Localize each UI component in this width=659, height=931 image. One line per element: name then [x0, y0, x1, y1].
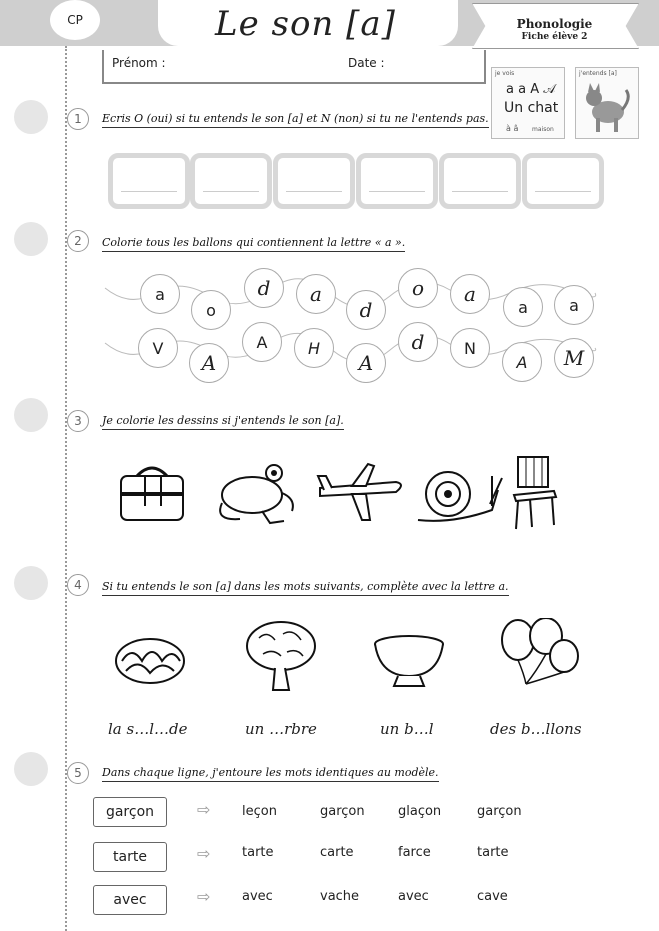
- pen-icon: [14, 752, 48, 786]
- balloon[interactable]: A: [346, 343, 386, 383]
- fill-word[interactable]: des b…llons: [490, 720, 582, 738]
- lettuce-icon: [112, 635, 188, 687]
- pencil-icon: [14, 222, 48, 256]
- house-label: maison: [532, 126, 554, 133]
- word-option[interactable]: tarte: [477, 845, 509, 860]
- accent-letters: à â: [506, 124, 519, 133]
- frog-icon[interactable]: [212, 455, 302, 527]
- arrow-right-icon: ⇨: [197, 844, 211, 863]
- chair-icon[interactable]: [510, 455, 562, 531]
- word-option[interactable]: farce: [398, 845, 431, 860]
- balloon[interactable]: a: [503, 287, 543, 327]
- pencil-icon: [14, 566, 48, 600]
- balloon[interactable]: o: [191, 290, 231, 330]
- word-option[interactable]: leçon: [242, 804, 277, 819]
- arrow-right-icon: ⇨: [197, 800, 211, 819]
- tree-icon: [243, 620, 319, 696]
- model-word: tarte: [93, 842, 167, 872]
- page-title: Le son [a]: [215, 4, 396, 44]
- snail-icon[interactable]: [412, 462, 504, 528]
- word-option[interactable]: vache: [320, 889, 360, 904]
- word-option[interactable]: garçon: [320, 804, 365, 819]
- first-name-label: Prénom :: [112, 56, 166, 70]
- balloon[interactable]: a: [450, 274, 490, 314]
- word-option[interactable]: carte: [320, 845, 354, 860]
- exercise-number: 4: [67, 574, 89, 596]
- fill-word[interactable]: un b…l: [380, 720, 434, 738]
- exercise-number: 2: [67, 230, 89, 252]
- model-word: garçon: [93, 797, 167, 827]
- exercise-instruction: Si tu entends le son [a] dans les mots suivants, complète avec la lettre a.: [102, 580, 509, 596]
- balloon[interactable]: V: [138, 328, 178, 368]
- example-word: Un chat: [504, 100, 559, 116]
- balloon[interactable]: M: [554, 338, 594, 378]
- exercise-number: 3: [67, 410, 89, 432]
- answer-box[interactable]: [108, 153, 190, 209]
- balloon[interactable]: d: [346, 290, 386, 330]
- word-option[interactable]: glaçon: [398, 804, 442, 819]
- airplane-icon[interactable]: [316, 462, 406, 524]
- hear-label: j'entends [a]: [579, 70, 617, 77]
- date-label: Date :: [348, 56, 385, 70]
- exercise-instruction: Dans chaque ligne, j'entoure les mots identiques au modèle.: [102, 766, 439, 782]
- word-option[interactable]: tarte: [242, 845, 274, 860]
- balloon[interactable]: N: [450, 328, 490, 368]
- balloon[interactable]: a: [296, 274, 336, 314]
- balloon[interactable]: A: [242, 322, 282, 362]
- sheet-label: Fiche élève 2: [521, 32, 588, 42]
- pencil-icon: [14, 100, 48, 134]
- exercise-instruction: Je colorie les dessins si j'entends le son [a].: [102, 414, 344, 430]
- bowl-icon: [370, 632, 448, 690]
- balloon[interactable]: d: [244, 268, 284, 308]
- subject-title: Phonologie: [516, 17, 593, 31]
- cat-icon: [582, 80, 632, 134]
- satchel-icon[interactable]: [115, 458, 187, 524]
- exercise-instruction: Colorie tous les ballons qui contiennent la lettre « a ».: [102, 236, 405, 252]
- answer-box[interactable]: [356, 153, 438, 209]
- pencil-icon: [14, 398, 48, 432]
- model-word: avec: [93, 885, 167, 915]
- word-option[interactable]: avec: [398, 889, 429, 904]
- answer-box[interactable]: [439, 153, 521, 209]
- letter-forms: a a A 𝒜: [506, 82, 556, 97]
- balloon[interactable]: o: [398, 268, 438, 308]
- arrow-right-icon: ⇨: [197, 887, 211, 906]
- word-option[interactable]: garçon: [477, 804, 522, 819]
- see-label: je vois: [495, 70, 515, 77]
- balloon[interactable]: H: [294, 328, 334, 368]
- balloon[interactable]: a: [140, 274, 180, 314]
- answer-box[interactable]: [190, 153, 272, 209]
- level-badge: CP: [50, 0, 100, 40]
- balloon[interactable]: A: [502, 342, 542, 382]
- exercise-number: 5: [67, 762, 89, 784]
- answer-box[interactable]: [522, 153, 604, 209]
- margin-line: [65, 46, 67, 931]
- balloon[interactable]: d: [398, 322, 438, 362]
- reference-card-cat: [575, 67, 639, 139]
- exercise-number: 1: [67, 108, 89, 130]
- fill-word[interactable]: la s…l…de: [108, 720, 188, 738]
- word-option[interactable]: cave: [477, 889, 508, 904]
- reference-card-letters: [491, 67, 565, 139]
- balloons-icon: [496, 618, 582, 690]
- balloon[interactable]: A: [189, 343, 229, 383]
- fill-word[interactable]: un …rbre: [245, 720, 317, 738]
- balloon[interactable]: a: [554, 285, 594, 325]
- answer-box[interactable]: [273, 153, 355, 209]
- word-option[interactable]: avec: [242, 889, 273, 904]
- exercise-instruction: Ecris O (oui) si tu entends le son [a] et N (non) si tu ne l'entends pas.: [102, 112, 489, 128]
